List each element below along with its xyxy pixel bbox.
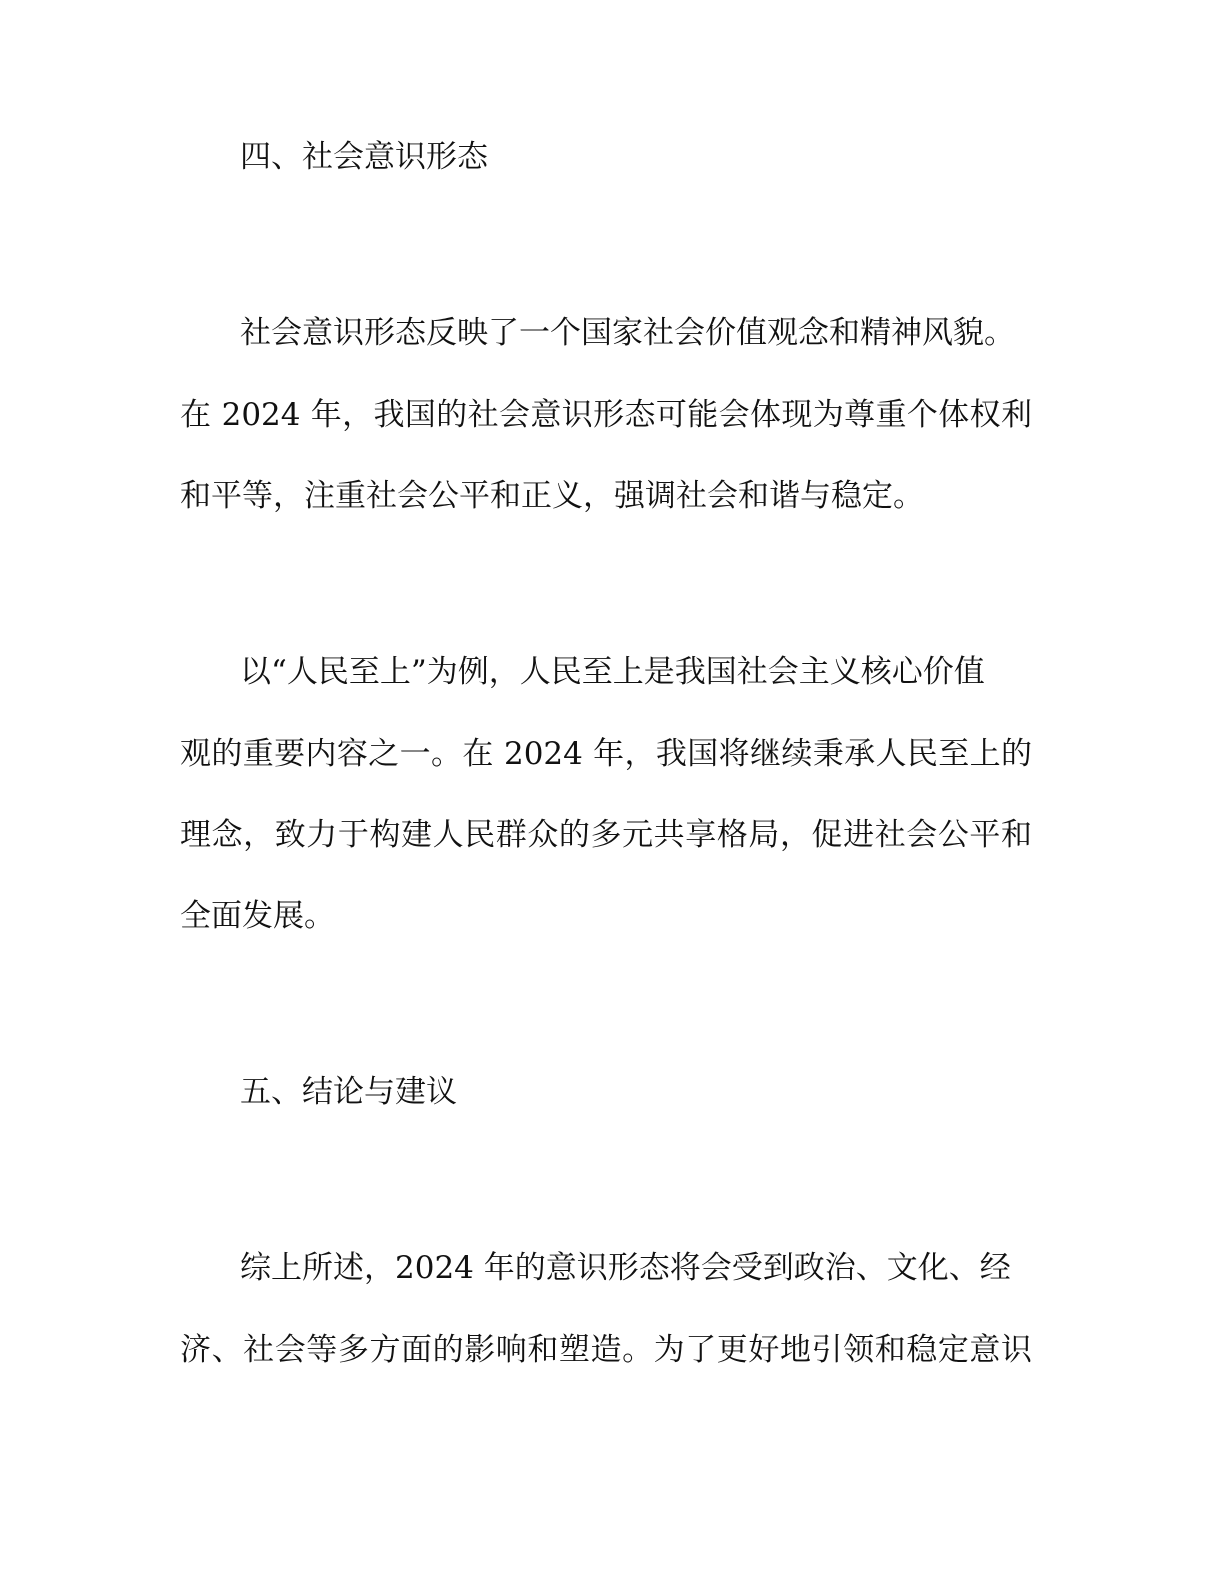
paragraph-line: 和平等，注重社会公平和正义，强调社会和谐与稳定。 <box>180 478 924 514</box>
paragraph-line: 济、社会等多方面的影响和塑造。为了更好地引领和稳定意识 <box>180 1332 1032 1368</box>
paragraph-line: 观的重要内容之一。在 2024 年，我国将继续秉承人民至上的 <box>180 736 1032 772</box>
section-heading: 五、结论与建议 <box>240 1074 457 1110</box>
paragraph-line: 在 2024 年，我国的社会意识形态可能会体现为尊重个体权利 <box>180 397 1032 433</box>
paragraph-line: 以“人民至上”为例，人民至上是我国社会主义核心价值 <box>240 654 985 690</box>
paragraph-line: 综上所述，2024 年的意识形态将会受到政治、文化、经 <box>240 1250 1011 1286</box>
paragraph-line: 理念，致力于构建人民群众的多元共享格局，促进社会公平和 <box>180 817 1032 853</box>
paragraph-line: 社会意识形态反映了一个国家社会价值观念和精神风貌。 <box>240 315 1015 351</box>
section-heading: 四、社会意识形态 <box>240 139 488 175</box>
paragraph-line: 全面发展。 <box>180 898 335 934</box>
